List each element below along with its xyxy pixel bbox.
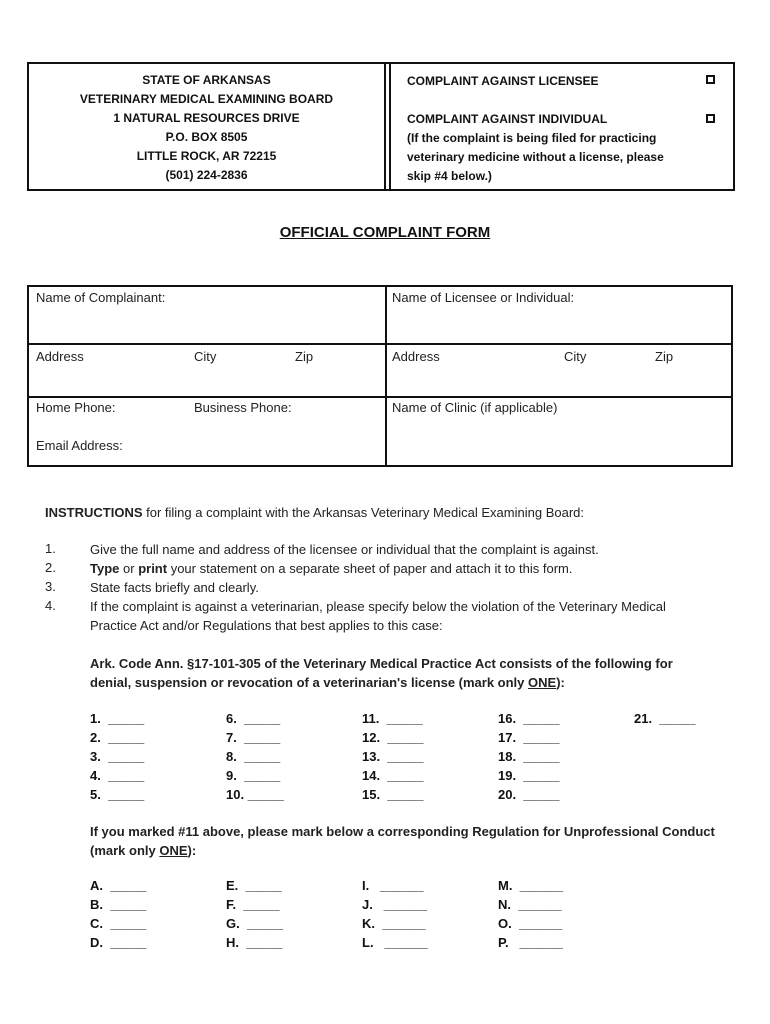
regulation-item[interactable]: B. _____ bbox=[90, 897, 147, 912]
violation-item[interactable]: 18. _____ bbox=[498, 749, 560, 764]
violation-item[interactable]: 13. _____ bbox=[362, 749, 424, 764]
text: your statement on a separate sheet of paper and attach it to this form. bbox=[167, 561, 573, 576]
list-number: 1. bbox=[45, 541, 56, 556]
text: or bbox=[119, 561, 139, 576]
text: (mark only bbox=[90, 843, 160, 858]
note-line: (If the complaint is being filed for practicing bbox=[407, 131, 657, 145]
violation-item[interactable]: 7. _____ bbox=[226, 730, 281, 745]
violation-item[interactable]: 3. _____ bbox=[90, 749, 145, 764]
list-number: 4. bbox=[45, 598, 56, 613]
instruction-item bbox=[90, 597, 730, 635]
clinic-name-field[interactable]: Name of Clinic (if applicable) bbox=[392, 400, 558, 415]
one-emphasis: ONE bbox=[528, 675, 557, 690]
instruction-item bbox=[90, 559, 572, 578]
bold-word: print bbox=[138, 561, 168, 576]
text: If the complaint is against a veterinarian, please specify below the violation of the Veterinary Medical bbox=[90, 599, 666, 614]
table-divider bbox=[29, 396, 731, 398]
regulation-section-heading bbox=[90, 822, 750, 860]
text: If you marked #11 above, please mark below a corresponding Regulation for Unprofessional Conduct bbox=[90, 824, 715, 839]
address-line: P.O. BOX 8505 bbox=[165, 130, 248, 144]
text: denial, suspension or revocation of a veterinarian's license (mark only bbox=[90, 675, 529, 690]
home-phone-field[interactable]: Home Phone: bbox=[36, 400, 116, 415]
text-line bbox=[90, 841, 750, 860]
complainant-zip-field[interactable]: Zip bbox=[295, 349, 314, 364]
note-line: veterinary medicine without a license, please bbox=[407, 150, 664, 164]
violation-item[interactable]: 12. _____ bbox=[362, 730, 424, 745]
complaint-individual-label: COMPLAINT AGAINST INDIVIDUAL bbox=[407, 112, 608, 126]
violation-item[interactable]: 17. _____ bbox=[498, 730, 560, 745]
address-line: LITTLE ROCK, AR 72215 bbox=[136, 149, 277, 163]
violation-item[interactable]: 11. _____ bbox=[362, 711, 423, 726]
regulation-item[interactable]: E. _____ bbox=[226, 878, 282, 893]
name-of-licensee-field[interactable]: Name of Licensee or Individual: bbox=[392, 290, 575, 305]
regulation-item[interactable]: D. _____ bbox=[90, 935, 147, 950]
violation-item[interactable]: 6. _____ bbox=[226, 711, 281, 726]
regulation-item[interactable]: J. ______ bbox=[362, 897, 428, 912]
violation-item[interactable]: 14. _____ bbox=[362, 768, 424, 783]
violation-item[interactable]: 10. _____ bbox=[226, 787, 284, 802]
form-title: OFFICIAL COMPLAINT FORM bbox=[279, 224, 491, 241]
licensee-city-field[interactable]: City bbox=[564, 349, 587, 364]
violation-item[interactable]: 9. _____ bbox=[226, 768, 281, 783]
regulation-item[interactable]: G. _____ bbox=[226, 916, 284, 931]
regulation-item[interactable]: O. ______ bbox=[498, 916, 563, 931]
regulation-item[interactable]: L. ______ bbox=[362, 935, 428, 950]
violation-item[interactable]: 15. _____ bbox=[362, 787, 424, 802]
header-divider bbox=[389, 64, 391, 189]
instructions-bold: INSTRUCTIONS bbox=[45, 505, 143, 520]
violation-item[interactable]: 5. _____ bbox=[90, 787, 145, 802]
instructions-heading bbox=[45, 503, 584, 522]
complainant-city-field[interactable]: City bbox=[194, 349, 217, 364]
regulation-item[interactable]: M. ______ bbox=[498, 878, 564, 893]
violation-item[interactable]: 8. _____ bbox=[226, 749, 281, 764]
regulation-item[interactable]: N. ______ bbox=[498, 897, 562, 912]
text: Practice Act and/or Regulations that best applies to this case: bbox=[90, 618, 443, 633]
table-divider bbox=[29, 343, 731, 345]
board-address-block bbox=[29, 64, 386, 189]
instructions-text: for filing a complaint with the Arkansas Veterinary Medical Examining Board: bbox=[142, 505, 584, 520]
note-line: skip #4 below.) bbox=[407, 169, 492, 183]
violation-item[interactable]: 2. _____ bbox=[90, 730, 145, 745]
table-divider bbox=[385, 287, 387, 465]
regulation-item[interactable]: A. _____ bbox=[90, 878, 147, 893]
regulation-item[interactable]: H. _____ bbox=[226, 935, 283, 950]
text: ): bbox=[187, 843, 197, 858]
individual-note bbox=[407, 129, 727, 186]
licensee-zip-field[interactable]: Zip bbox=[655, 349, 674, 364]
instruction-item: Give the full name and address of the licensee or individual that the complaint is against. bbox=[90, 542, 599, 557]
licensee-checkbox[interactable] bbox=[706, 75, 715, 84]
text: ): bbox=[556, 675, 565, 690]
regulation-item[interactable]: F. _____ bbox=[226, 897, 280, 912]
individual-checkbox[interactable] bbox=[706, 114, 715, 123]
business-phone-field[interactable]: Business Phone: bbox=[194, 400, 292, 415]
regulation-item[interactable]: P. ______ bbox=[498, 935, 563, 950]
violation-item[interactable]: 21. _____ bbox=[634, 711, 696, 726]
header-box bbox=[27, 62, 735, 191]
violation-item[interactable]: 4. _____ bbox=[90, 768, 145, 783]
list-number: 2. bbox=[45, 560, 56, 575]
address-line: VETERINARY MEDICAL EXAMINING BOARD bbox=[79, 92, 334, 106]
regulation-item[interactable]: C. _____ bbox=[90, 916, 147, 931]
violation-item[interactable]: 20. _____ bbox=[498, 787, 560, 802]
list-number: 3. bbox=[45, 579, 56, 594]
text: Ark. Code Ann. §17-101-305 of the Veterinary Medical Practice Act consists of the following for bbox=[90, 656, 673, 671]
violation-item[interactable]: 16. _____ bbox=[498, 711, 560, 726]
address-line: 1 NATURAL RESOURCES DRIVE bbox=[113, 111, 300, 125]
instruction-item: State facts briefly and clearly. bbox=[90, 580, 259, 595]
violation-item[interactable]: 19. _____ bbox=[498, 768, 560, 783]
text-line bbox=[90, 673, 740, 692]
violation-item[interactable]: 1. _____ bbox=[90, 711, 145, 726]
address-line: (501) 224-2836 bbox=[165, 168, 248, 182]
complainant-info-table bbox=[27, 285, 733, 467]
address-line: STATE OF ARKANSAS bbox=[142, 73, 271, 87]
email-address-field[interactable]: Email Address: bbox=[36, 438, 123, 453]
regulation-item[interactable]: K. ______ bbox=[362, 916, 426, 931]
complainant-address-field[interactable]: Address bbox=[36, 349, 84, 364]
one-emphasis: ONE bbox=[159, 843, 188, 858]
name-of-complainant-field[interactable]: Name of Complainant: bbox=[36, 290, 166, 305]
licensee-address-field[interactable]: Address bbox=[392, 349, 440, 364]
code-section-heading bbox=[90, 654, 740, 692]
complaint-licensee-label: COMPLAINT AGAINST LICENSEE bbox=[407, 74, 599, 88]
bold-word: Type bbox=[90, 561, 120, 576]
regulation-item[interactable]: I. ______ bbox=[362, 878, 424, 893]
